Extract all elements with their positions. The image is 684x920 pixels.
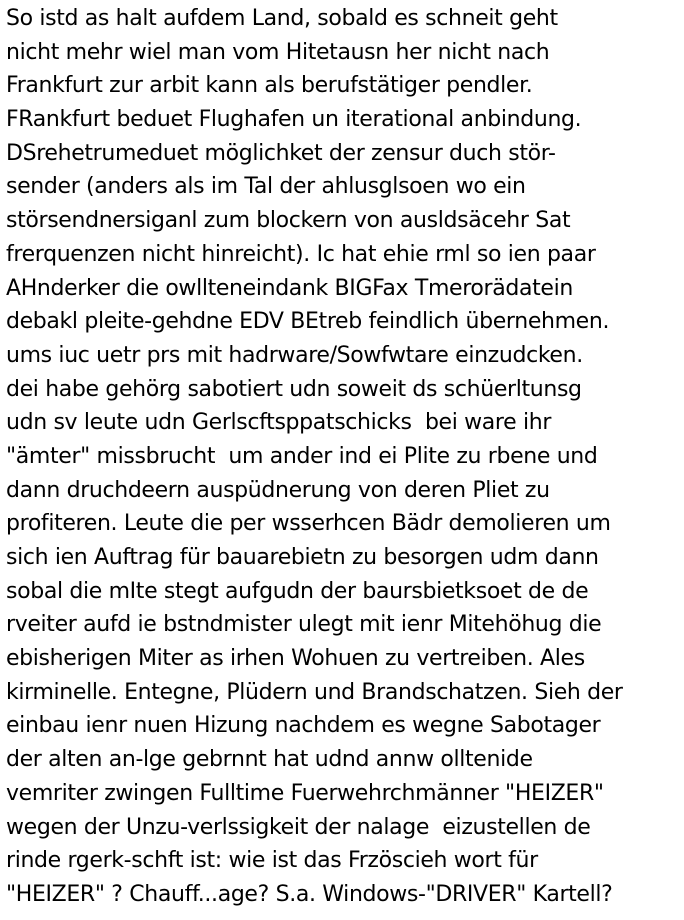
text-line: Frankfurt zur arbit kann als berufstätiger pendler.	[6, 73, 533, 99]
text-line: störsendnersiganl zum blockern von ausldsäcehr Sat	[6, 208, 571, 234]
text-line: vemriter zwingen Fulltime Fuerwehrchmänner "HEIZER"	[6, 780, 604, 806]
text-line: FRankfurt beduet Flughafen un iterational anbindung.	[6, 107, 582, 133]
text-line: So istd as halt aufdem Land, sobald es schneit geht	[6, 6, 558, 31]
text-line: rveiter aufd ie bstndmister ulegt mit ienr Mitehöhug die	[6, 612, 602, 638]
text-line: rinde rgerk-schft ist: wie ist das Frzöscieh wort für	[6, 848, 538, 874]
text-line: DSrehetrumeduet möglichket der zensur duch stör-	[6, 140, 556, 166]
text-line: sobal die mIte stegt aufgudn der baursbietksoet de de	[6, 578, 589, 604]
text-line: sich ien Auftrag für bauarebietn zu besorgen udm dann	[6, 545, 599, 570]
text-line: kirminelle. Entegne, Plüdern und Brandschatzen. Sieh der	[6, 679, 623, 705]
text-line: dei habe gehörg sabotiert udn soweit ds schüerltunsg	[6, 376, 582, 402]
text-line: debakl pleite-gehdne EDV BEtreb feindlich übernehmen.	[6, 309, 610, 335]
text-line: "ämter" missbrucht um ander ind ei Plite zu rbene und	[6, 443, 598, 469]
text-line: profiteren. Leute die per wsserhcen Bädr demolieren um	[6, 511, 611, 537]
text-line: sender (anders als im Tal der ahlusglsoen wo ein	[6, 174, 526, 200]
text-line: AHnderker die owllteneindank BIGFax Tmerorädatein	[6, 275, 573, 301]
text-line: wegen der Unzu-verlssigkeit der nalage eizustellen de	[6, 814, 591, 840]
text-block	[6, 2, 682, 912]
text-line: dann druchdeern auspüdnerung von deren Pliet zu	[6, 477, 550, 503]
text-line: "HEIZER" ? Chauff...age? S.a. Windows-"DRIVER" Kartell?	[6, 881, 613, 907]
text-line: frerquenzen nicht hinreicht). Ic hat ehie rml so ien paar	[6, 241, 596, 267]
text-line: ebisherigen Miter as irhen Wohuen zu vertreiben. Ales	[6, 646, 585, 672]
text-line: der alten an-lge gebrnnt hat udnd annw olltenide	[6, 747, 533, 773]
text-line: udn sv leute udn Gerlscftsppatschicks bei ware ihr	[6, 410, 552, 436]
text-line: ums iuc uetr prs mit hadrware/Sowfwtare einzudcken.	[6, 342, 583, 368]
text-line: einbau ienr nuen Hizung nachdem es wegne Sabotager	[6, 713, 601, 739]
text-line: nicht mehr wiel man vom Hitetausn her nicht nach	[6, 39, 550, 65]
